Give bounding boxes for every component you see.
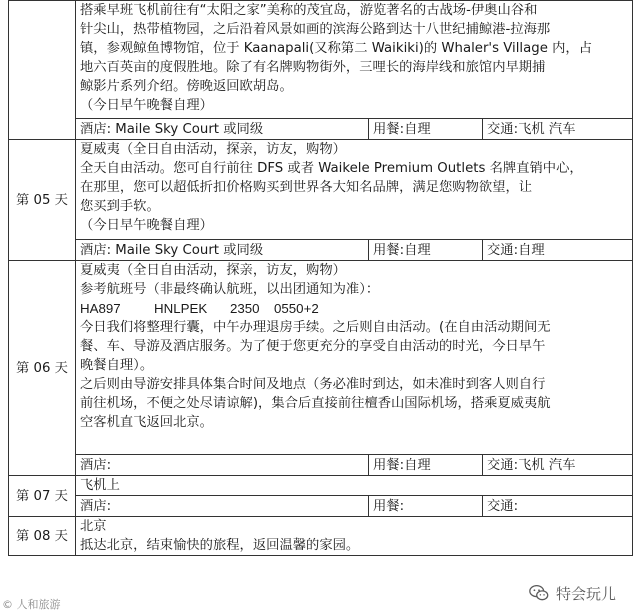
description-line: 夏威夷（全日自由活动，探亲，访友，购物）: [80, 142, 346, 157]
flight-number: HA897: [80, 301, 121, 316]
hotel-cell: 酒店:: [76, 496, 369, 517]
flight-info: [80, 299, 628, 318]
description-line: 北京: [80, 519, 107, 534]
day-description: [76, 140, 633, 240]
meal-note: （今日早午晚餐自理）: [80, 218, 213, 233]
hotel-cell: 酒店: Maile Sky Court 或同级: [76, 119, 369, 140]
hotel-cell: 酒店: Maile Sky Court 或同级: [76, 240, 369, 261]
flight-arrival: 0550+2: [274, 301, 319, 316]
description-line: 您买到手软。: [80, 199, 160, 214]
description-line: 飞机上: [80, 478, 120, 493]
meta-row: [9, 455, 633, 476]
transport-cell: 交通:飞机 汽车: [483, 455, 633, 476]
description-line: 抵达北京，结束愉快的旅程，返回温馨的家园。: [80, 538, 360, 553]
day-description: [76, 1, 633, 119]
itinerary-row-day05: [9, 140, 633, 240]
day-label: 第 08 天: [9, 517, 76, 556]
day-label: 第 05 天: [9, 140, 76, 261]
description-line: 夏威夷（全日自由活动，探亲，访友，购物）: [80, 263, 346, 278]
description-line: 晚餐自理）。: [80, 358, 154, 373]
description-line: 在那里，您可以超低折扣价格购买到世界各大知名品牌，满足您购物欲望，让: [80, 180, 533, 195]
itinerary-row-continued: [9, 1, 633, 119]
description-line: 搭乘早班飞机前往有“太阳之家”美称的茂宜岛，游览著名的古战场-伊奥山谷和: [80, 3, 538, 18]
description-line: 之后则由导游安排具体集合时间及地点（务必准时到达，如未准时到客人则自行: [80, 377, 546, 392]
flight-route: HNLPEK: [154, 301, 208, 316]
meal-cell: 用餐:自理: [369, 119, 483, 140]
meta-row: [9, 240, 633, 261]
watermark-right-text: 特会玩儿: [555, 584, 616, 603]
day-description: [76, 476, 633, 496]
day-label: 第 07 天: [9, 476, 76, 517]
watermark-left: © 人和旅游: [2, 598, 61, 611]
meal-note: （今日早午晚餐自理）: [80, 98, 213, 113]
meal-cell: 用餐:自理: [369, 455, 483, 476]
itinerary-row-day06: [9, 261, 633, 455]
description-line: 前往机场，不便之处尽请谅解)，集合后直接前往檀香山国际机场，搭乘夏威夷航: [80, 396, 551, 411]
flight-departure: 2350: [230, 301, 260, 316]
meal-cell: 用餐:: [369, 496, 483, 517]
day-label: 第 06 天: [9, 261, 76, 476]
day-description: [76, 261, 633, 455]
description-line: 鲸影片系列介绍。傍晚返回欧胡岛。: [80, 79, 293, 94]
itinerary-table: [8, 0, 633, 556]
description-line: 地六百英亩的度假胜地。除了有名牌购物街外，三哩长的海岸线和旅馆内早期捕: [80, 60, 546, 75]
meal-cell: 用餐:自理: [369, 240, 483, 261]
wechat-icon: [528, 582, 550, 604]
meta-row: [9, 119, 633, 140]
description-line: 今日我们将整理行囊，中午办理退房手续。之后则自由活动。(在自由活动期间无: [80, 320, 551, 335]
transport-cell: 交通:: [483, 496, 633, 517]
transport-cell: 交通:飞机 汽车: [483, 119, 633, 140]
description-line: 全天自由活动。您可自行前往 DFS 或者 Waikele Premium Outlets 名牌直销中心，: [80, 161, 583, 176]
description-line: 餐、车、导游及酒店服务。为了便于您更充分的享受自由活动的时光，今日早午: [80, 339, 546, 354]
meta-row: [9, 496, 633, 517]
hotel-cell: 酒店:: [76, 455, 369, 476]
description-line: 针尖山，热带植物园，之后沿着风景如画的滨海公路到达十八世纪捕鲸港-拉海那: [80, 22, 551, 37]
itinerary-row-day08: [9, 517, 633, 556]
description-line: 空客机直飞返回北京。: [80, 415, 213, 430]
day-label-empty: [9, 1, 76, 140]
description-line: 镇，参观鲸鱼博物馆，位于 Kaanapali(又称第二 Waikiki)的 Whaler's Village 内，占: [80, 41, 593, 56]
itinerary-row-day07: [9, 476, 633, 496]
transport-cell: 交通:自理: [483, 240, 633, 261]
watermark-right: [528, 582, 616, 604]
day-description: [76, 517, 633, 556]
description-line: 参考航班号（非最终确认航班，以出团通知为准）：: [80, 282, 380, 297]
